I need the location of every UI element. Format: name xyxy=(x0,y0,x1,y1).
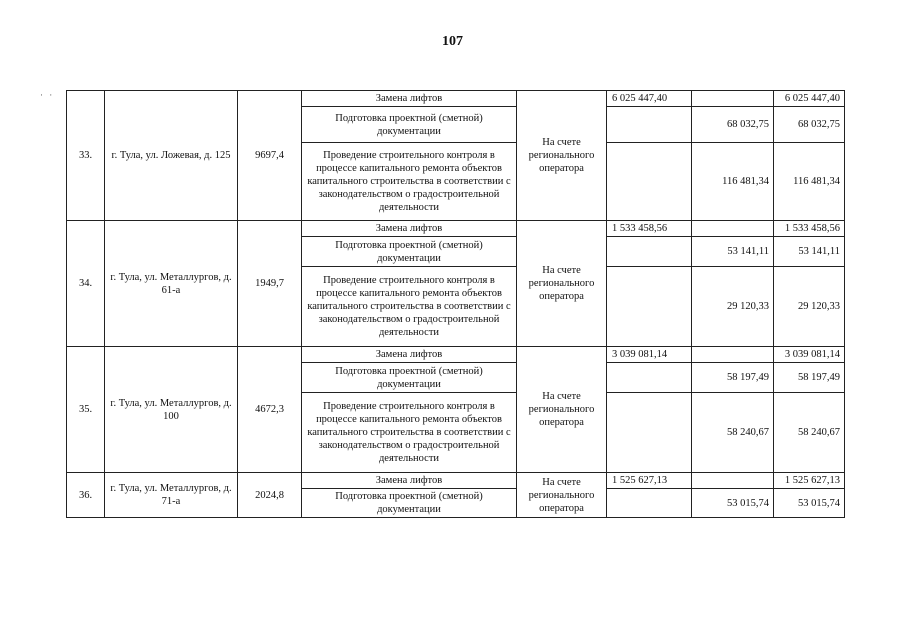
work-name: Замена лифтов xyxy=(302,221,517,237)
total-cell: 58 240,67 xyxy=(774,393,845,473)
work-name: Подготовка проектной (сметной) документации xyxy=(302,363,517,393)
total-cell: 6 025 447,40 xyxy=(774,91,845,107)
amount-cell xyxy=(692,473,774,489)
amount-cell: 3 039 081,14 xyxy=(607,347,692,363)
total-cell: 68 032,75 xyxy=(774,107,845,143)
work-name: Подготовка проектной (сметной) документации xyxy=(302,107,517,143)
amount-cell: 6 025 447,40 xyxy=(607,91,692,107)
total-cell: 1 533 458,56 xyxy=(774,221,845,237)
funding-source: На счете регионального оператора xyxy=(517,347,607,473)
amount-cell: 29 120,33 xyxy=(692,267,774,347)
work-name: Замена лифтов xyxy=(302,91,517,107)
total-cell: 1 525 627,13 xyxy=(774,473,845,489)
amount-cell xyxy=(692,91,774,107)
funding-source: На счете регионального оператора xyxy=(517,473,607,518)
total-cell: 29 120,33 xyxy=(774,267,845,347)
amount-cell xyxy=(607,107,692,143)
amount-cell: 68 032,75 xyxy=(692,107,774,143)
table-row xyxy=(67,91,845,107)
area-cell: 4672,3 xyxy=(238,347,302,473)
row-number: 34. xyxy=(67,221,105,347)
amount-cell xyxy=(607,267,692,347)
total-cell: 116 481,34 xyxy=(774,143,845,221)
amount-cell xyxy=(607,363,692,393)
amount-cell: 1 525 627,13 xyxy=(607,473,692,489)
amount-cell xyxy=(607,393,692,473)
address-cell: г. Тула, ул. Металлургов, д. 71-а xyxy=(105,473,238,518)
funding-source: На счете регионального оператора xyxy=(517,221,607,347)
page-number: 107 xyxy=(442,34,463,49)
work-name: Замена лифтов xyxy=(302,347,517,363)
works-table xyxy=(66,90,845,518)
amount-cell xyxy=(607,237,692,267)
amount-cell: 53 141,11 xyxy=(692,237,774,267)
amount-cell: 53 015,74 xyxy=(692,489,774,518)
amount-cell xyxy=(607,143,692,221)
work-name: Проведение строительного контроля в процессе капитального ремонта объектов капитального строительства в соответствии с законодательством о градостроительной деятельности xyxy=(302,143,517,221)
work-name: Проведение строительного контроля в процессе капитального ремонта объектов капитального строительства в соответствии с законодательством о градостроительной деятельности xyxy=(302,267,517,347)
amount-cell xyxy=(607,489,692,518)
table-row xyxy=(67,347,845,363)
funding-source: На счете регионального оператора xyxy=(517,91,607,221)
area-cell: 1949,7 xyxy=(238,221,302,347)
margin-mark: · · xyxy=(40,90,55,100)
amount-cell xyxy=(692,221,774,237)
table-row xyxy=(67,473,845,489)
amount-cell: 58 197,49 xyxy=(692,363,774,393)
total-cell: 3 039 081,14 xyxy=(774,347,845,363)
total-cell: 58 197,49 xyxy=(774,363,845,393)
work-name: Замена лифтов xyxy=(302,473,517,489)
address-cell: г. Тула, ул. Металлургов, д. 61-а xyxy=(105,221,238,347)
table-row xyxy=(67,221,845,237)
amount-cell: 58 240,67 xyxy=(692,393,774,473)
row-number: 33. xyxy=(67,91,105,221)
amount-cell xyxy=(692,347,774,363)
area-cell: 2024,8 xyxy=(238,473,302,518)
total-cell: 53 141,11 xyxy=(774,237,845,267)
address-cell: г. Тула, ул. Металлургов, д. 100 xyxy=(105,347,238,473)
area-cell: 9697,4 xyxy=(238,91,302,221)
total-cell: 53 015,74 xyxy=(774,489,845,518)
address-cell: г. Тула, ул. Ложевая, д. 125 xyxy=(105,91,238,221)
row-number: 36. xyxy=(67,473,105,518)
work-name: Подготовка проектной (сметной) документации xyxy=(302,237,517,267)
amount-cell: 1 533 458,56 xyxy=(607,221,692,237)
row-number: 35. xyxy=(67,347,105,473)
amount-cell: 116 481,34 xyxy=(692,143,774,221)
work-name: Подготовка проектной (сметной) документации xyxy=(302,489,517,518)
work-name: Проведение строительного контроля в процессе капитального ремонта объектов капитального строительства в соответствии с законодательством о градостроительной деятельности xyxy=(302,393,517,473)
